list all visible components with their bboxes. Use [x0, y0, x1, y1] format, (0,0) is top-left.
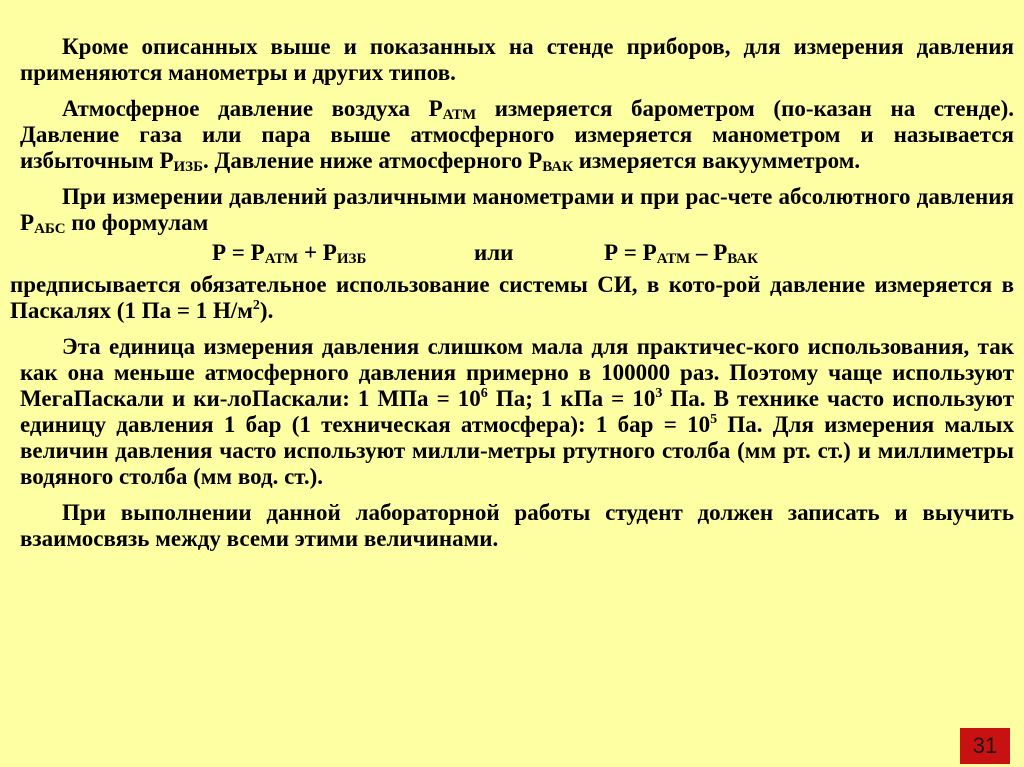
- formula-or: или: [474, 240, 514, 265]
- page-number-badge: 31: [960, 728, 1010, 764]
- paragraph-instruments: Кроме описанных выше и показанных на стенде приборов, для измерения давления применяются манометры и других типов.: [20, 34, 1014, 85]
- paragraph-pressure-types: Атмосферное давление воздуха $Р_{АТМ}$ измеряется барометром (по-казан на стенде). Давление газа или пара выше атмосферного измеряется манометром и называется избыточным $Р_{ИЗБ}$. Давление ниже атмосферного $Р_{ВАК}$ измеряется вакуумметром.: [20, 96, 1014, 175]
- paragraph-si-system: предписывается обязательное использование системы СИ, в кото-рой давление измеряется в Паскалях (1 Па = 1 $Н/м^2$).: [10, 272, 1014, 323]
- pressure-formulas: [20, 240, 1014, 268]
- paragraph-assignment: При выполнении данной лабораторной работы студент должен записать и выучить взаимосвязь между всеми этими величинами.: [20, 500, 1014, 551]
- paragraph-units: Эта единица измерения давления слишком мала для практичес-кого использования, так как она меньше атмосферного давления примерно в 100000 раз. Поэтому чаще используют МегаПаскали и ки-лоПаскали: 1 МПа = $10^6$ Па; 1 кПа = $10^3$ Па. В технике часто используют единицу давления 1 бар (1 техническая атмосфера): 1 бар = $10^5$ Па. Для измерения малых величин давления часто используют милли-метры ртутного столба (мм рт. ст.) и миллиметры водяного столба (мм вод. ст.).: [20, 334, 1014, 489]
- formula-gauge: $Р = Р_{АТМ} + Р_{ИЗБ}$: [212, 240, 367, 267]
- paragraph-absolute-pressure: При измерении давлений различными манометрами и при рас-чете абсолютного давления $Р_{АБС}$ по формулам: [20, 184, 1014, 237]
- slide-body: [10, 34, 1014, 552]
- formula-vacuum: $Р = Р_{АТМ} - Р_{ВАК}$: [604, 240, 759, 267]
